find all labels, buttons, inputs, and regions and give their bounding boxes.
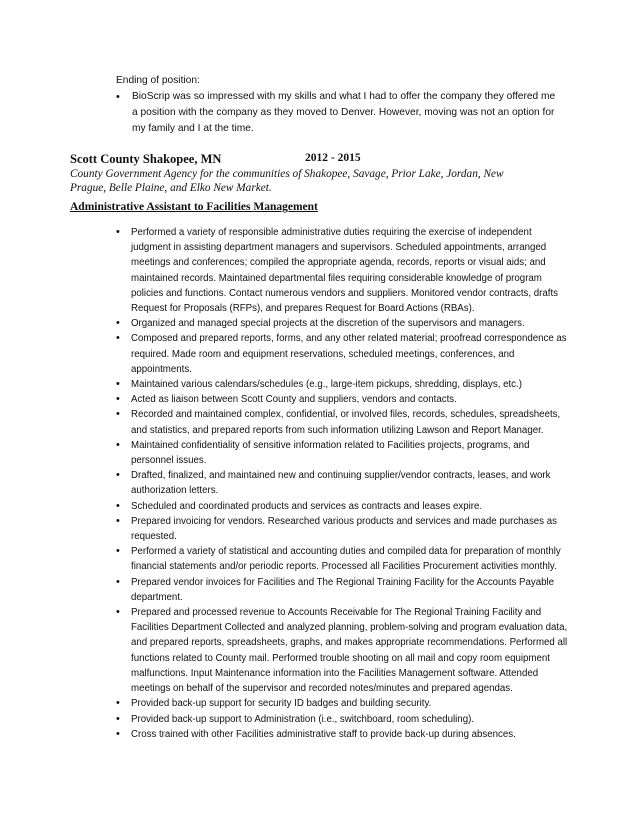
employment-years: 2012 - 2015	[305, 152, 361, 164]
duty-item: • Prepared vendor invoices for Facilities and The Regional Training Facility for the Accounts Payable department.	[116, 575, 568, 605]
duty-item: • Prepared invoicing for vendors. Researched various products and services and made purchases as requested.	[116, 514, 568, 544]
ending-heading: Ending of position:	[116, 75, 200, 86]
duty-item: • Maintained confidentiality of sensitive information related to Facilities projects, programs, and personnel issues.	[116, 438, 568, 468]
duty-item: • Scheduled and coordinated products and services as contracts and leases expire.	[116, 499, 568, 514]
duty-item: • Performed a variety of statistical and accounting duties and compiled data for preparation of monthly financial statements and/or periodic reports. Processed all Facilities Procurement activities monthly.	[116, 544, 568, 574]
duty-item: • Provided back-up support for security ID badges and building security.	[116, 696, 568, 711]
duty-item: • Organized and managed special projects at the discretion of the supervisors and managers.	[116, 316, 568, 331]
duty-item: • Cross trained with other Facilities administrative staff to provide back-up during absences.	[116, 727, 568, 742]
employer-name: Scott County Shakopee, MN	[70, 152, 222, 166]
ending-bullet: • BioScrip was so impressed with my skills and what I had to offer the company they offered me a position with the company as they moved to Denver. However, moving was not an option for my family and I at the time.	[116, 89, 556, 137]
duty-item: • Recorded and maintained complex, confidential, or involved files, records, schedules, spreadsheets, and statistics, and prepared reports from such information utilizing Lawson and Report Manager.	[116, 407, 568, 437]
duty-item: • Prepared and processed revenue to Accounts Receivable for The Regional Training Facility and Facilities Department Collected and analyzed planning, problem-solving and program evaluation data, and prepared reports, spreadsheets, graphs, and makes appropriate recommendations. Performed all functions related to County mail. Performed trouble shooting on all mail and copy room equipment malfunctions. Input Maintenance information into the Facilities Management software. Attended meetings on behalf of the supervisor and recorded notes/minutes and prepared agendas.	[116, 605, 568, 696]
job-title: Administrative Assistant to Facilities Management	[70, 201, 318, 213]
duty-item: • Composed and prepared reports, forms, and any other related material; proofread correspondence as required. Made room and equipment reservations, scheduled meetings, conferences, and appointments.	[116, 331, 568, 377]
duty-item: • Provided back-up support to Administration (i.e., switchboard, room scheduling).	[116, 712, 568, 727]
ending-of-position-section	[116, 73, 556, 137]
employer-description: County Government Agency for the communities of Shakopee, Savage, Prior Lake, Jordan, New Prague, Belle Plaine, and Elko New Market.	[70, 168, 504, 194]
ending-bullet-list	[116, 89, 556, 137]
duty-item: • Acted as liaison between Scott County and suppliers, vendors and contacts.	[116, 392, 568, 407]
duties-list	[116, 225, 568, 742]
duty-item: • Drafted, finalized, and maintained new and continuing supplier/vendor contracts, leases, and work authorization letters.	[116, 468, 568, 498]
duty-item: • Maintained various calendars/schedules (e.g., large-item pickups, shredding, displays, etc.)	[116, 377, 568, 392]
duty-item: • Performed a variety of responsible administrative duties requiring the exercise of independent judgment in assisting department managers and supervisors. Scheduled appointments, arranged meetings and conferences; compiled the appropriate agenda, records, reports or visual aids; and maintained records. Maintained departmental files requiring considerable knowledge of program policies and functions. Contact numerous vendors and suppliers. Monitored vendor contracts, drafts Request for Proposals (RFPs), and prepares Request for Board Actions (RBAs).	[116, 225, 568, 316]
